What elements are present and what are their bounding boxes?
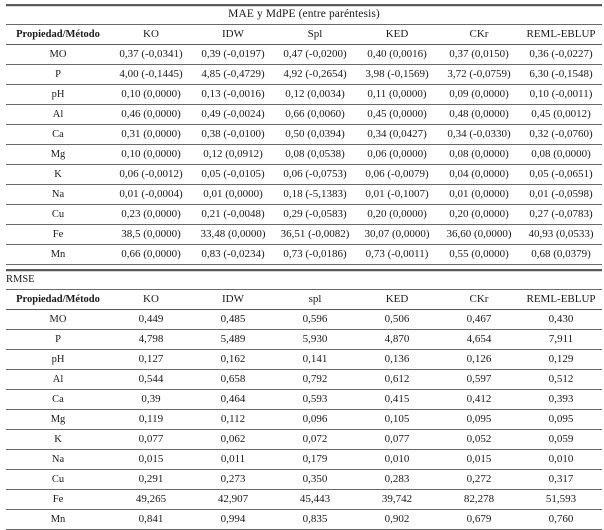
row-label: K (6, 430, 110, 450)
table-header-row (6, 290, 602, 310)
column-header-spl: spl (274, 290, 356, 310)
table-cell: 0,29 (-0,0583) (274, 205, 356, 225)
table-cell: 0,059 (520, 430, 602, 450)
table-cell: 0,08 (0,0000) (520, 145, 602, 165)
table-title-row (6, 5, 602, 25)
table-cell: 40,93 (0,0533) (520, 225, 602, 245)
table-cell: 0,06 (-0,0753) (274, 165, 356, 185)
table-row (6, 470, 602, 490)
table-cell: 0,596 (274, 310, 356, 330)
table-cell: 0,841 (110, 510, 192, 530)
table-cell: 7,911 (520, 330, 602, 350)
table-cell: 0,179 (274, 450, 356, 470)
table-cell: 0,37 (0,0150) (438, 45, 520, 65)
table-cell: 0,06 (-0,0079) (356, 165, 438, 185)
table-row (6, 225, 602, 245)
table-cell: 0,317 (520, 470, 602, 490)
column-header-ked: KED (356, 25, 438, 45)
table-cell: 5,930 (274, 330, 356, 350)
table-row (6, 390, 602, 410)
table-cell: 0,464 (192, 390, 274, 410)
table-row (6, 205, 602, 225)
column-header-ckr: CKr (438, 25, 520, 45)
table-cell: 0,36 (-0,0227) (520, 45, 602, 65)
column-header-spl: Spl (274, 25, 356, 45)
table-cell: 0,48 (0,0000) (438, 105, 520, 125)
column-header-idw: IDW (192, 290, 274, 310)
table-cell: 0,66 (0,0000) (110, 245, 192, 265)
table-row (6, 330, 602, 350)
table-row (6, 450, 602, 470)
column-header-ckr: CKr (438, 290, 520, 310)
table-cell: 38,5 (0,0000) (110, 225, 192, 245)
table-cell: 3,72 (-0,0759) (438, 65, 520, 85)
table-cell: 3,98 (-0,1569) (356, 65, 438, 85)
table-cell: 0,127 (110, 350, 192, 370)
row-label: P (6, 330, 110, 350)
row-label: Cu (6, 205, 110, 225)
table-header-row (6, 25, 602, 45)
table-cell: 5,489 (192, 330, 274, 350)
table-row (6, 510, 602, 530)
table-row (6, 125, 602, 145)
table-cell: 0,73 (-0,0011) (356, 245, 438, 265)
table-cell: 0,49 (-0,0024) (192, 105, 274, 125)
table-row (6, 410, 602, 430)
table-row (6, 370, 602, 390)
table-cell: 0,393 (520, 390, 602, 410)
table-cell: 0,10 (0,0000) (110, 145, 192, 165)
table-cell: 0,119 (110, 410, 192, 430)
table-cell: 0,39 (110, 390, 192, 410)
table-row (6, 245, 602, 265)
table-cell: 0,68 (0,0379) (520, 245, 602, 265)
row-label: Al (6, 105, 110, 125)
table-cell: 0,83 (-0,0234) (192, 245, 274, 265)
table-row (6, 45, 602, 65)
table-cell: 0,08 (0,0538) (274, 145, 356, 165)
table-row (6, 430, 602, 450)
column-header-property: Propiedad/Método (6, 290, 110, 310)
table-cell: 0,835 (274, 510, 356, 530)
table-cell: 0,129 (520, 350, 602, 370)
table-cell: 0,095 (520, 410, 602, 430)
table-cell: 0,430 (520, 310, 602, 330)
table-cell: 0,096 (274, 410, 356, 430)
table-cell: 0,45 (0,0000) (356, 105, 438, 125)
table-cell: 0,072 (274, 430, 356, 450)
table-cell: 0,077 (110, 430, 192, 450)
table-row (6, 310, 602, 330)
table-cell: 0,06 (-0,0012) (110, 165, 192, 185)
row-label: Cu (6, 470, 110, 490)
table-cell: 0,37 (-0,0341) (110, 45, 192, 65)
table-cell: 0,55 (0,0000) (438, 245, 520, 265)
table-cell: 0,512 (520, 370, 602, 390)
row-label: MO (6, 310, 110, 330)
table-cell: 0,011 (192, 450, 274, 470)
table-cell: 0,23 (0,0000) (110, 205, 192, 225)
table-cell: 0,45 (0,0012) (520, 105, 602, 125)
table-cell: 33,48 (0,0000) (192, 225, 274, 245)
column-header-idw: IDW (192, 25, 274, 45)
table-cell: 0,01 (0,0000) (192, 185, 274, 205)
table-cell: 0,095 (438, 410, 520, 430)
table-row (6, 65, 602, 85)
row-label: Fe (6, 225, 110, 245)
table-cell: 42,907 (192, 490, 274, 510)
results-table (6, 4, 602, 530)
row-label: Mg (6, 410, 110, 430)
table-cell: 36,51 (-0,0082) (274, 225, 356, 245)
table-cell: 0,112 (192, 410, 274, 430)
table-cell: 6,30 (-0,1548) (520, 65, 602, 85)
row-label: Mn (6, 245, 110, 265)
table-cell: 0,658 (192, 370, 274, 390)
table-title: MAE y MdPE (entre paréntesis) (6, 5, 602, 25)
table-cell: 0,485 (192, 310, 274, 330)
table-cell: 0,12 (0,0912) (192, 145, 274, 165)
row-label: MO (6, 45, 110, 65)
table-cell: 0,34 (-0,0330) (438, 125, 520, 145)
table-cell: 0,010 (356, 450, 438, 470)
table-cell: 0,18 (-5,1383) (274, 185, 356, 205)
table-cell: 0,20 (0,0000) (438, 205, 520, 225)
table-cell: 0,760 (520, 510, 602, 530)
table-cell: 0,31 (0,0000) (110, 125, 192, 145)
table-cell: 4,00 (-0,1445) (110, 65, 192, 85)
table-row (6, 165, 602, 185)
table-cell: 0,679 (438, 510, 520, 530)
table-cell: 0,47 (-0,0200) (274, 45, 356, 65)
table-cell: 0,01 (-0,1007) (356, 185, 438, 205)
table-cell: 0,015 (110, 450, 192, 470)
table-cell: 82,278 (438, 490, 520, 510)
table-cell: 0,015 (438, 450, 520, 470)
table-cell: 0,415 (356, 390, 438, 410)
table-cell: 0,506 (356, 310, 438, 330)
table-row (6, 105, 602, 125)
table-cell: 4,92 (-0,2654) (274, 65, 356, 85)
column-header-property: Propiedad/Método (6, 25, 110, 45)
table-cell: 0,20 (0,0000) (356, 205, 438, 225)
table-cell: 4,85 (-0,4729) (192, 65, 274, 85)
table-cell: 39,742 (356, 490, 438, 510)
table-cell: 4,654 (438, 330, 520, 350)
table-cell: 0,11 (0,0000) (356, 85, 438, 105)
table-cell: 0,792 (274, 370, 356, 390)
row-label: pH (6, 85, 110, 105)
table-cell: 0,449 (110, 310, 192, 330)
table-cell: 0,12 (0,0034) (274, 85, 356, 105)
table-cell: 0,27 (-0,0783) (520, 205, 602, 225)
table-cell: 0,062 (192, 430, 274, 450)
table-cell: 0,50 (0,0394) (274, 125, 356, 145)
table-cell: 4,798 (110, 330, 192, 350)
table-cell: 45,443 (274, 490, 356, 510)
column-header-reml-eblup: REML-EBLUP (520, 290, 602, 310)
table-cell: 0,34 (0,0427) (356, 125, 438, 145)
table-cell: 0,126 (438, 350, 520, 370)
table-cell: 4,870 (356, 330, 438, 350)
table-row (6, 145, 602, 165)
row-label: Ca (6, 390, 110, 410)
table-cell: 0,32 (-0,0760) (520, 125, 602, 145)
row-label: Na (6, 450, 110, 470)
table-cell: 0,612 (356, 370, 438, 390)
row-label: Fe (6, 490, 110, 510)
row-label: Ca (6, 125, 110, 145)
column-header-ko: KO (110, 25, 192, 45)
table-cell: 0,010 (520, 450, 602, 470)
table-cell: 0,06 (0,0000) (356, 145, 438, 165)
table-cell: 0,994 (192, 510, 274, 530)
table-cell: 0,01 (0,0000) (438, 185, 520, 205)
table-cell: 0,01 (-0,0598) (520, 185, 602, 205)
column-header-reml-eblup: REML-EBLUP (520, 25, 602, 45)
table-cell: 0,273 (192, 470, 274, 490)
table-cell: 0,902 (356, 510, 438, 530)
table-cell: 36,60 (0,0000) (438, 225, 520, 245)
table-cell: 0,597 (438, 370, 520, 390)
table-cell: 0,13 (-0,0016) (192, 85, 274, 105)
table-cell: 51,593 (520, 490, 602, 510)
row-label: Mg (6, 145, 110, 165)
table-row (6, 185, 602, 205)
table-row (6, 85, 602, 105)
table-cell: 0,077 (356, 430, 438, 450)
table-cell: 0,73 (-0,0186) (274, 245, 356, 265)
table-cell: 0,66 (0,0060) (274, 105, 356, 125)
table-cell: 0,04 (0,0000) (438, 165, 520, 185)
table-section-label: RMSE (6, 270, 602, 290)
table-cell: 0,162 (192, 350, 274, 370)
table-cell: 0,08 (0,0000) (438, 145, 520, 165)
table-cell: 49,265 (110, 490, 192, 510)
table-cell: 0,40 (0,0016) (356, 45, 438, 65)
table-cell: 0,412 (438, 390, 520, 410)
table-cell: 0,350 (274, 470, 356, 490)
table-row (6, 490, 602, 510)
row-label: Mn (6, 510, 110, 530)
table-cell: 0,141 (274, 350, 356, 370)
table-cell: 0,283 (356, 470, 438, 490)
table-cell: 0,10 (0,0000) (110, 85, 192, 105)
table-body (6, 5, 602, 530)
row-label: Al (6, 370, 110, 390)
table-cell: 0,10 (-0,0011) (520, 85, 602, 105)
row-label: pH (6, 350, 110, 370)
table-cell: 0,05 (-0,0651) (520, 165, 602, 185)
column-header-ko: KO (110, 290, 192, 310)
table-cell: 0,467 (438, 310, 520, 330)
table-row (6, 350, 602, 370)
table-cell: 0,39 (-0,0197) (192, 45, 274, 65)
table-cell: 30,07 (0,0000) (356, 225, 438, 245)
table-cell: 0,05 (-0,0105) (192, 165, 274, 185)
table-cell: 0,544 (110, 370, 192, 390)
table-cell: 0,09 (0,0000) (438, 85, 520, 105)
table-cell: 0,01 (-0,0004) (110, 185, 192, 205)
column-header-ked: KED (356, 290, 438, 310)
table-section-row (6, 270, 602, 290)
table-cell: 0,052 (438, 430, 520, 450)
row-label: P (6, 65, 110, 85)
table-cell: 0,21 (-0,0048) (192, 205, 274, 225)
row-label: K (6, 165, 110, 185)
table-cell: 0,38 (-0,0100) (192, 125, 274, 145)
table-cell: 0,272 (438, 470, 520, 490)
table-cell: 0,136 (356, 350, 438, 370)
table-cell: 0,593 (274, 390, 356, 410)
table-cell: 0,291 (110, 470, 192, 490)
row-label: Na (6, 185, 110, 205)
table-cell: 0,105 (356, 410, 438, 430)
table-cell: 0,46 (0,0000) (110, 105, 192, 125)
